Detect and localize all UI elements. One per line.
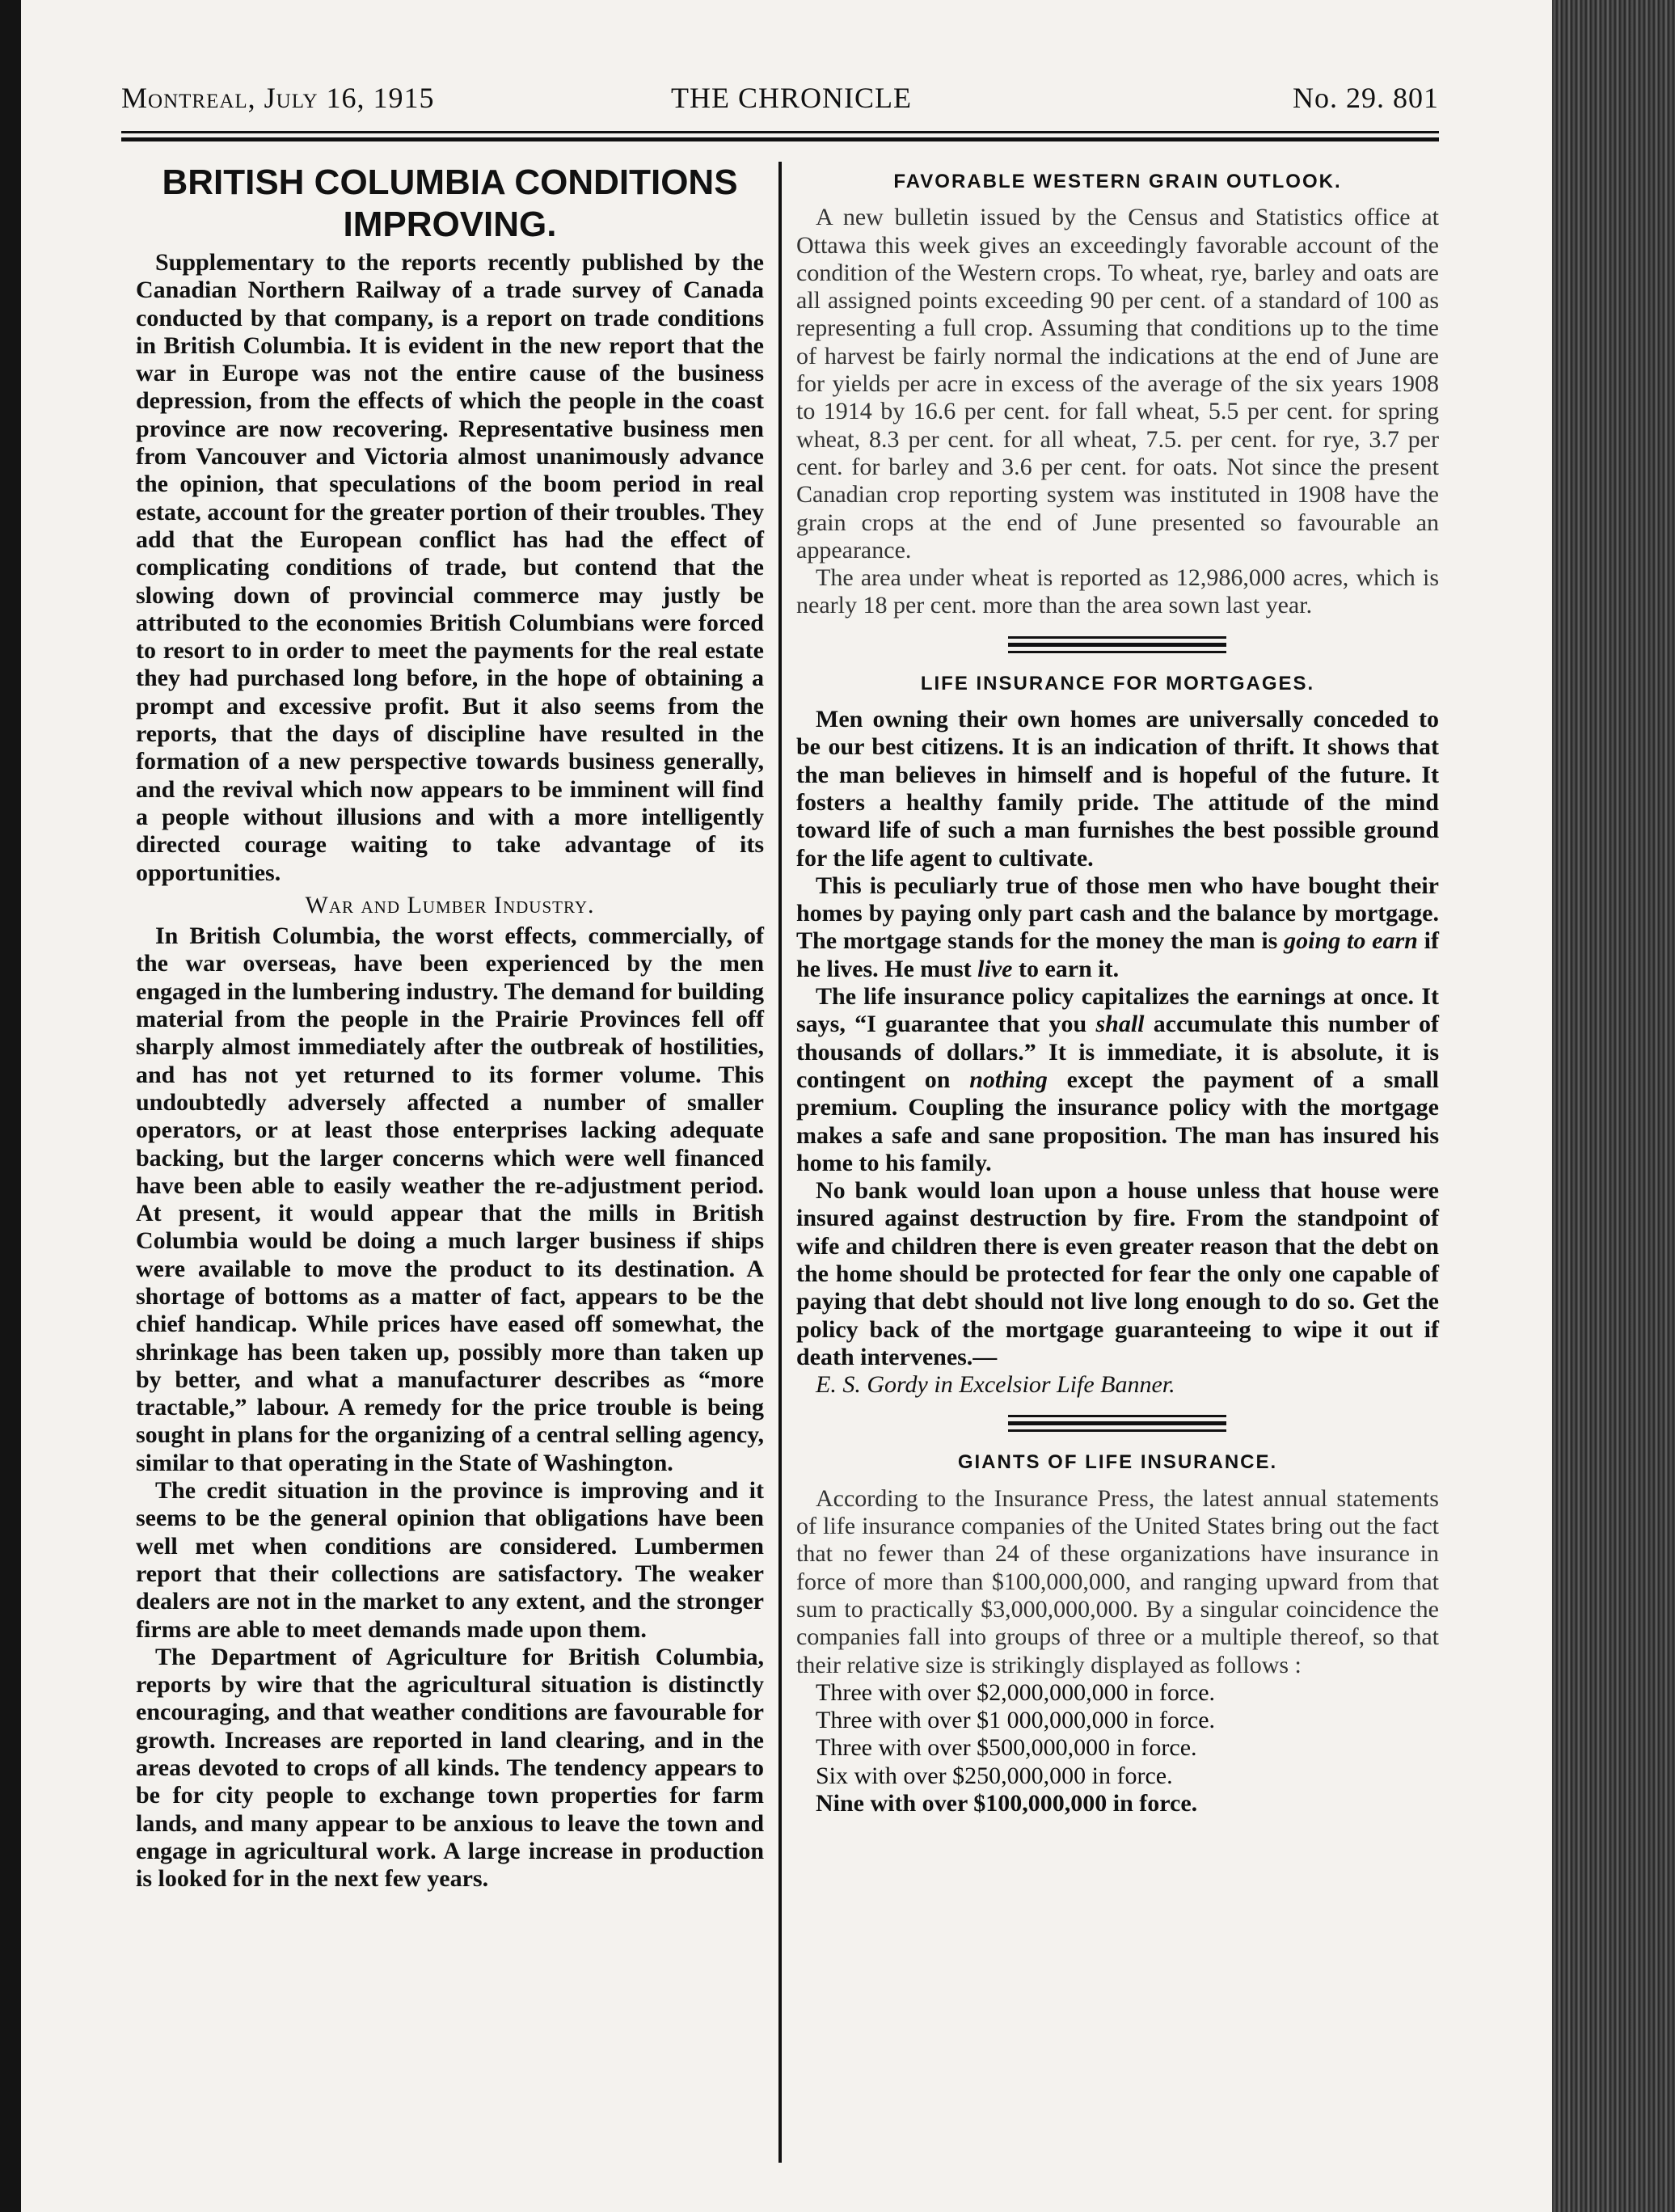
article-headline: FAVORABLE WESTERN GRAIN OUTLOOK. [893,171,1342,192]
subheading: War and Lumber Industry. [305,891,595,918]
list-item: Six with over $250,000,000 in force. [816,1762,1173,1789]
article-headline: LIFE INSURANCE FOR MORTGAGES. [920,672,1315,694]
header-rule [121,131,1439,133]
header-rule [121,137,1439,141]
book-binding-edge [1552,0,1675,2212]
list-item: Three with over $500,000,000 in force. [816,1734,1197,1762]
paragraph: Supplementary to the reports recently published by the Canadian Northern Railway of a trade survey of Canada conducted by that company, is a report on trade conditions in British Columbia. It is evident in the new report that the war in Europe was not the entire cause of the business depression, from the effects of which the people in the coast province are now recovering. Representative business men from Vancouver and Victoria almost unanimously advance the opinion, that speculations of the boom period in real estate, account for the greater portion of their troubles. They add that the European conflict has had the effect of complicating conditions of trade, but contend that the slowing down of provincial commerce may justly be attributed to the economies British Columbians were forced to resort to in order to meet the payments for the real estate they had purchased long before, in the hope of obtaining a prompt and excessive profit. But it also seems from the reports, that the days of discipline have resulted in the formation of a new perspective towards business generally, and the revival which now appears to be imminent will find a people without illusions and with a more intelligently directed courage waiting to take advantage of its opportunities. [136,249,764,886]
header-date: Montreal, July 16, 1915 [121,82,435,114]
scan-margin [0,0,21,2212]
article-headline: GIANTS OF LIFE INSURANCE. [957,1451,1278,1474]
paragraph: This is peculiarly true of those men who have bought their homes by paying only part cash and the balance by mortgage. The mortgage stands for the money the man is going to earn if he lives. He must live to earn it. [796,872,1440,982]
column-divider [778,162,782,2163]
article-credit: E. S. Gordy in Excelsior Life Banner. [816,1371,1175,1399]
section-divider [796,1405,1439,1442]
article-headline: BRITISH COLUMBIA CONDITIONS IMPROVING. [162,163,738,244]
paragraph: According to the Insurance Press, the latest annual statements of life insurance companies of the United States bring out the fact that no fewer than 24 of these organizations have insurance in force of more than $100,000,000, and ranging upward from that sum to practically $3,000,000,000. By a singular coincidence the companies fall into groups of three or a multiple thereof, so that their relative size is strikingly displayed as follows : [796,1484,1439,1678]
list-item: Three with over $1 000,000,000 in force. [816,1707,1216,1734]
list-item: Three with over $2,000,000,000 in force. [816,1678,1216,1706]
list-item: Nine with over $100,000,000 in force. [816,1790,1198,1817]
paragraph: Men owning their own homes are universally conceded to be our best citizens. It is an indication of thrift. It shows that the man believes in himself and is hopeful of the future. It fosters a healthy family pride. The attitude of the mind toward life of such a man furnishes the best possible ground for the life agent to cultivate. [796,706,1439,872]
paragraph: A new bulletin issued by the Census and Statistics office at Ottawa this week gives an exceedingly favorable account of the condition of the Western crops. To wheat, rye, barley and oats are all assigned points exceeding 90 per cent. of a standard of 100 as representing a full crop. Assuming that conditions up to the time of harvest be fairly normal the indications at the end of June are for yields per acre in excess of the average of the six years 1908 to 1914 by 16.6 per cent. for fall wheat, 5.5 per cent. for spring wheat, 8.3 per cent. for all wheat, 7.5. per cent. for rye, 3.7 per cent. for barley and 3.6 per cent. for oats. Not since the present Canadian crop reporting system was instituted in 1908 have the grain crops at the end of June presented so favourable an appearance. [796,204,1439,564]
right-column [796,162,1439,1817]
paragraph: The credit situation in the province is improving and it seems to be the general opinion that obligations have been well met when conditions are considered. Lumbermen report that their collections are satisfactory. The weaker dealers are not in the market to any extent, and the stronger firms are able to meet demands made upon them. [136,1477,764,1643]
paragraph: The Department of Agriculture for British Columbia, reports by wire that the agricultural situation is distinctly encouraging, and that weather conditions are favourable for growth. Increases are reported in land clearing, and in the areas devoted to crops of all kinds. The tendency appears to be for city people to exchange town properties for farm lands, and many appear to be anxious to leave the town and engage in agricultural work. A large increase in production is looked for in the next few years. [136,1643,764,1893]
page-header [121,81,1439,129]
paragraph: No bank would loan upon a house unless that house were insured against destruction by fire. From the standpoint of wife and children there is even greater reason that the debt on the home should be protected for fear the only one capable of paying that debt should not live long enough to do so. Get the policy back of the mortgage guaranteeing to wipe it out if death intervenes.— [796,1177,1439,1370]
paragraph: The area under wheat is reported as 12,986,000 acres, which is nearly 18 per cent. more than the area sown last year. [796,564,1439,619]
header-title: THE CHRONICLE [671,82,912,114]
header-page-number: No. 29. 801 [1293,82,1439,114]
left-column [136,162,764,1893]
paragraph: In British Columbia, the worst effects, commercially, of the war overseas, have been experienced by the men engaged in the lumbering industry. The demand for building material from the people in the Prairie Provinces fell off sharply almost immediately after the outbreak of hostilities, and has not yet returned to its former volume. This undoubtedly adversely affected a number of smaller operators, or at least those enterprises lacking adequate backing, but the larger concerns which were well financed have been able to easily weather the re-adjustment period. At present, it would appear that the mills in British Columbia would be doing a much larger business if ships were available to move the product to its destination. A shortage of bottoms as a matter of fact, appears to be the chief handicap. While prices have eased off somewhat, the shrinkage has been taken up, possibly more than taken up by better, and what a manufacturer describes as “more tractable,” labour. A remedy for the price trouble is being sought in plans for the organizing of a central selling agency, similar to that operating in the State of Washington. [136,922,764,1476]
paragraph: The life insurance policy capitalizes the earnings at once. It says, “I guarantee that you shall accumulate this number of thousands of dollars.” It is immediate, it is absolute, it is contingent on nothing except the payment of a small premium. Coupling the insurance policy with the mortgage makes a safe and sane proposition. The man has insured his home to his family. [796,983,1439,1176]
section-divider [796,627,1439,664]
